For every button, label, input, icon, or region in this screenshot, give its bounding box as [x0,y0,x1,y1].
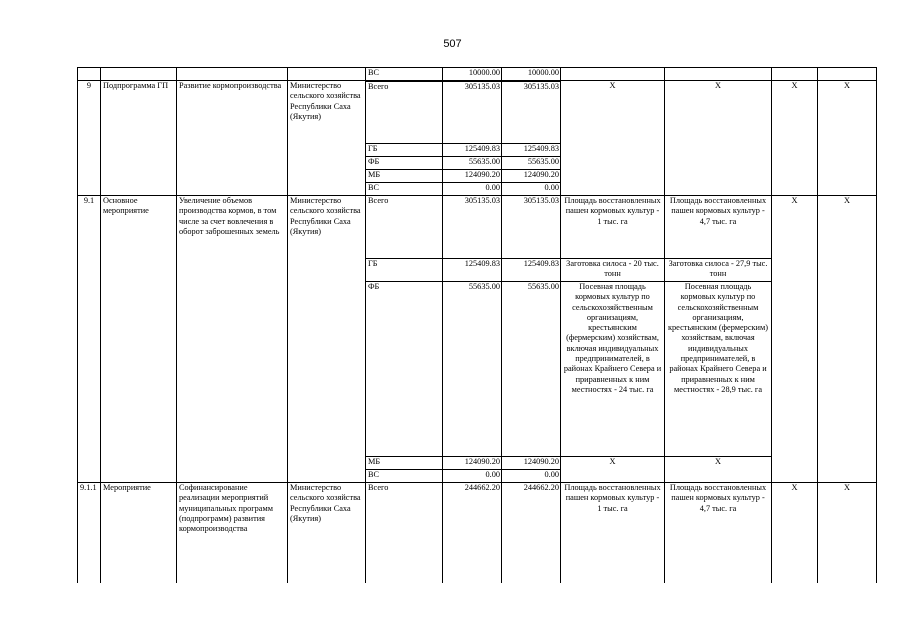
funding-source: ФБ [366,157,443,170]
funding-value: 124090.20 [502,170,561,183]
row-number: 9.1 [78,196,101,483]
funding-value: 0.00 [502,470,561,483]
indicator-cell: X [561,457,665,483]
funding-total: 125409.83 [443,144,502,157]
table-row [78,68,877,81]
row-name: Софинансирование реализации мероприятий муниципальных программ (подпрограмм) развития кормопроизводства [177,483,288,583]
funding-value: 305135.03 [502,81,561,144]
funding-total: 124090.20 [443,457,502,470]
funding-value: 125409.83 [502,144,561,157]
funding-total: 0.00 [443,183,502,196]
funding-value: 125409.83 [502,259,561,282]
table-row [78,81,877,144]
funding-total: 0.00 [443,470,502,483]
funding-source: ВС [366,470,443,483]
funding-value: 244662.20 [502,483,561,583]
funding-total: 10000.00 [443,68,502,81]
funding-source: МБ [366,457,443,470]
row-executor: Министерство сельского хозяйства Республики Саха (Якутия) [288,81,366,196]
row-type: Мероприятие [101,483,177,583]
x-cell: X [818,196,877,483]
table-row [78,196,877,259]
funding-total: 125409.83 [443,259,502,282]
funding-source: ГБ [366,259,443,282]
x-cell: X [772,483,818,583]
funding-value: 55635.00 [502,282,561,457]
funding-value: 0.00 [502,183,561,196]
funding-value: 305135.03 [502,196,561,259]
funding-source: ФБ [366,282,443,457]
funding-value: 124090.20 [502,457,561,470]
funding-source: ГБ [366,144,443,157]
indicator-cell: X [665,457,772,483]
indicator-cell: X [561,81,665,196]
indicator-cell: Заготовка силоса - 27,9 тыс. тонн [665,259,772,282]
funding-value: 10000.00 [502,68,561,81]
funding-total: 55635.00 [443,282,502,457]
indicator-cell: Посевная площадь кормовых культур по сельскохозяйственным организациям, крестьянским (фермерским) хозяйствам, включая индивидуальных предпринимателей, в районах Крайнего Севера и приравненных к ним местностях - 24 тыс. га [561,282,665,457]
indicator-cell: Площадь восстановленных пашен кормовых культур - 1 тыс. га [561,483,665,583]
x-cell: X [818,483,877,583]
program-table [77,67,877,583]
row-name: Увеличение объемов производства кормов, в том числе за счет вовлечения в оборот заброшенных земель [177,196,288,483]
row-number: 9 [78,81,101,196]
indicator-cell: Посевная площадь кормовых культур по сельскохозяйственным организациям, крестьянским (фермерским) хозяйствам, включая индивидуальных предпринимателей, в районах Крайнего Севера и приравненных к ним местностях - 28,9 тыс. га [665,282,772,457]
x-cell: X [818,81,877,196]
funding-value: 55635.00 [502,157,561,170]
funding-source: Всего [366,196,443,259]
row-type: Подпрограмма ГП [101,81,177,196]
funding-source: ВС [366,68,443,81]
funding-source: ВС [366,183,443,196]
indicator-cell: Площадь восстановленных пашен кормовых культур - 1 тыс. га [561,196,665,259]
row-name: Развитие кормопроизводства [177,81,288,196]
table-row [78,483,877,583]
x-cell: X [772,81,818,196]
row-type: Основное мероприятие [101,196,177,483]
indicator-cell: Площадь восстановленных пашен кормовых культур - 4,7 тыс. га [665,483,772,583]
funding-total: 244662.20 [443,483,502,583]
funding-total: 124090.20 [443,170,502,183]
funding-total: 305135.03 [443,81,502,144]
page-number: 507 [443,38,462,50]
indicator-cell: X [665,81,772,196]
funding-source: МБ [366,170,443,183]
x-cell: X [772,196,818,483]
funding-source: Всего [366,483,443,583]
row-executor: Министерство сельского хозяйства Республики Саха (Якутия) [288,483,366,583]
indicator-cell: Заготовка силоса - 20 тыс. тонн [561,259,665,282]
funding-source: Всего [366,81,443,144]
indicator-cell: Площадь восстановленных пашен кормовых культур - 4,7 тыс. га [665,196,772,259]
row-number: 9.1.1 [78,483,101,583]
row-executor: Министерство сельского хозяйства Республики Саха (Якутия) [288,196,366,483]
funding-total: 305135.03 [443,196,502,259]
funding-total: 55635.00 [443,157,502,170]
